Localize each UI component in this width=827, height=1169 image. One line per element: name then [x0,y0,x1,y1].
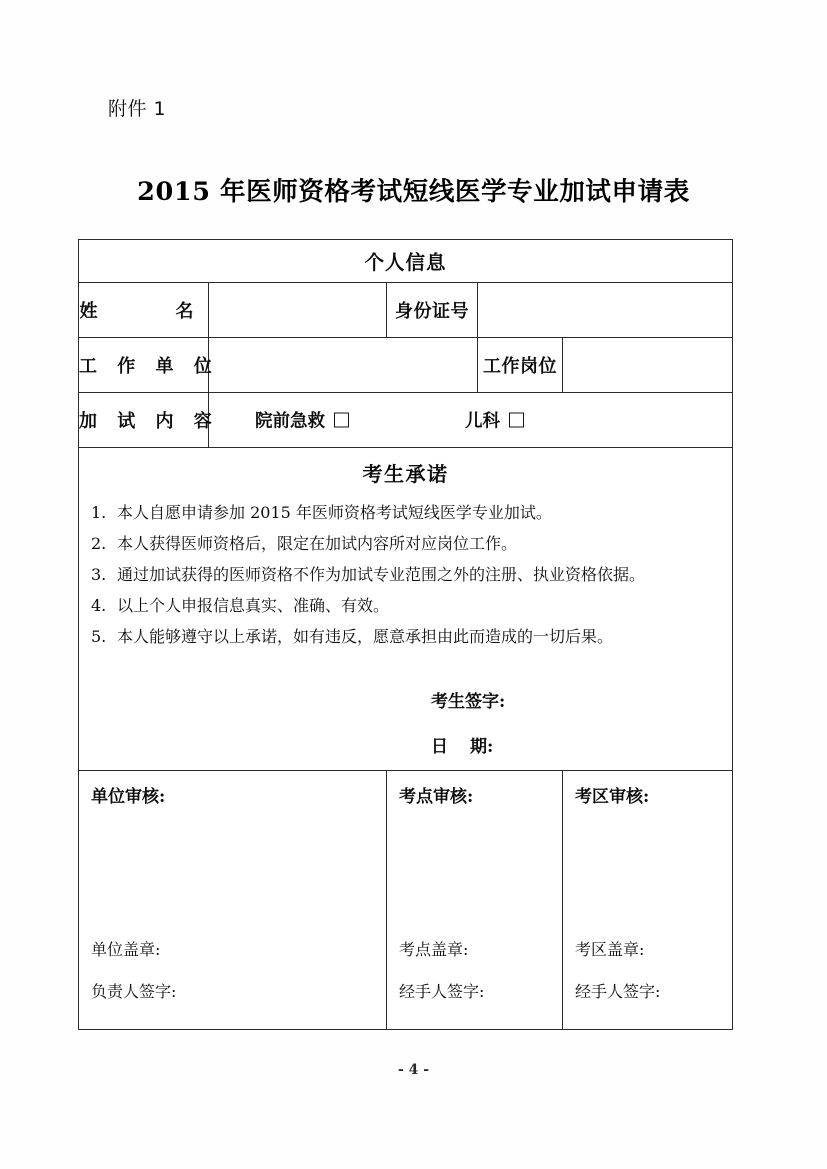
option-pediatrics[interactable] [465,408,524,433]
page-title: 2015 年医师资格考试短线医学专业加试申请表 [137,177,690,207]
review-heading: 考点审核: [399,787,474,807]
table-row [79,448,733,771]
date-label-tail: 期: [470,737,494,757]
signer-label[interactable]: 负责人签字: [91,982,177,1001]
option-emergency-label: 院前急救 [255,411,325,432]
table-row [79,338,733,393]
review-column-exam-district [563,771,733,1030]
review-heading: 考区审核: [575,787,650,807]
review-footer [399,929,484,1013]
list-item [91,559,714,590]
stamp-label[interactable]: 考区盖章: [575,940,645,959]
name-input[interactable] [209,283,387,338]
pledge-item-text: 本人能够遵守以上承诺，如有违反，愿意承担由此而造成的一切后果。 [117,627,614,646]
table-row [79,240,733,283]
pledge-title: 考生承诺 [362,462,449,486]
work-unit-label: 工 作 单 位 [79,338,209,393]
pledge-section [79,448,733,771]
review-heading: 单位审核: [91,787,166,807]
extra-exam-label: 加 试 内 容 [79,393,209,448]
list-item [91,590,714,621]
pledge-item-number: 3. [91,565,107,584]
review-column-exam-site [387,771,563,1030]
work-post-input[interactable] [563,338,733,393]
pledge-item-text: 本人自愿申请参加 2015 年医师资格考试短线医学专业加试。 [117,503,552,522]
pledge-list [79,497,732,652]
option-emergency[interactable] [255,408,349,433]
signature-area [79,680,732,770]
stamp-label[interactable]: 考点盖章: [399,940,469,959]
date-label: 日 [431,737,470,757]
id-number-label: 身份证号 [387,283,478,338]
name-label: 姓 名 [79,283,209,338]
review-footer [91,929,176,1013]
stamp-label[interactable]: 单位盖章: [91,940,161,959]
list-item [91,497,714,528]
date-row[interactable] [431,725,732,770]
pledge-item-text: 以上个人申报信息真实、准确、有效。 [117,596,390,615]
checkbox-icon[interactable] [334,413,349,428]
section-header-personal-info: 个人信息 [79,240,733,283]
pledge-item-number: 4. [91,596,107,615]
attachment-label: 附件 1 [108,98,167,120]
id-number-input[interactable] [478,283,733,338]
application-form-table [78,239,733,1030]
checkbox-icon[interactable] [509,413,524,428]
pledge-item-number: 2. [91,534,107,553]
extra-exam-options [209,393,733,448]
table-row [79,283,733,338]
table-row [79,771,733,1030]
work-post-label: 工作岗位 [478,338,563,393]
pledge-item-number: 1. [91,503,107,522]
list-item [91,621,714,652]
review-column-unit [79,771,387,1030]
pledge-item-text: 通过加试获得的医师资格不作为加试专业范围之外的注册、执业资格依据。 [117,565,646,584]
option-pediatrics-label: 儿科 [465,411,500,432]
candidate-signature-label[interactable]: 考生签字: [431,692,506,712]
pledge-item-number: 5. [91,627,107,646]
table-row [79,393,733,448]
signer-label[interactable]: 经手人签字: [575,982,661,1001]
work-unit-input[interactable] [209,338,478,393]
pledge-item-text: 本人获得医师资格后，限定在加试内容所对应岗位工作。 [117,534,518,553]
signer-label[interactable]: 经手人签字: [399,982,485,1001]
page-number: - 4 - [397,1062,430,1078]
review-footer [575,929,660,1013]
list-item [91,528,714,559]
